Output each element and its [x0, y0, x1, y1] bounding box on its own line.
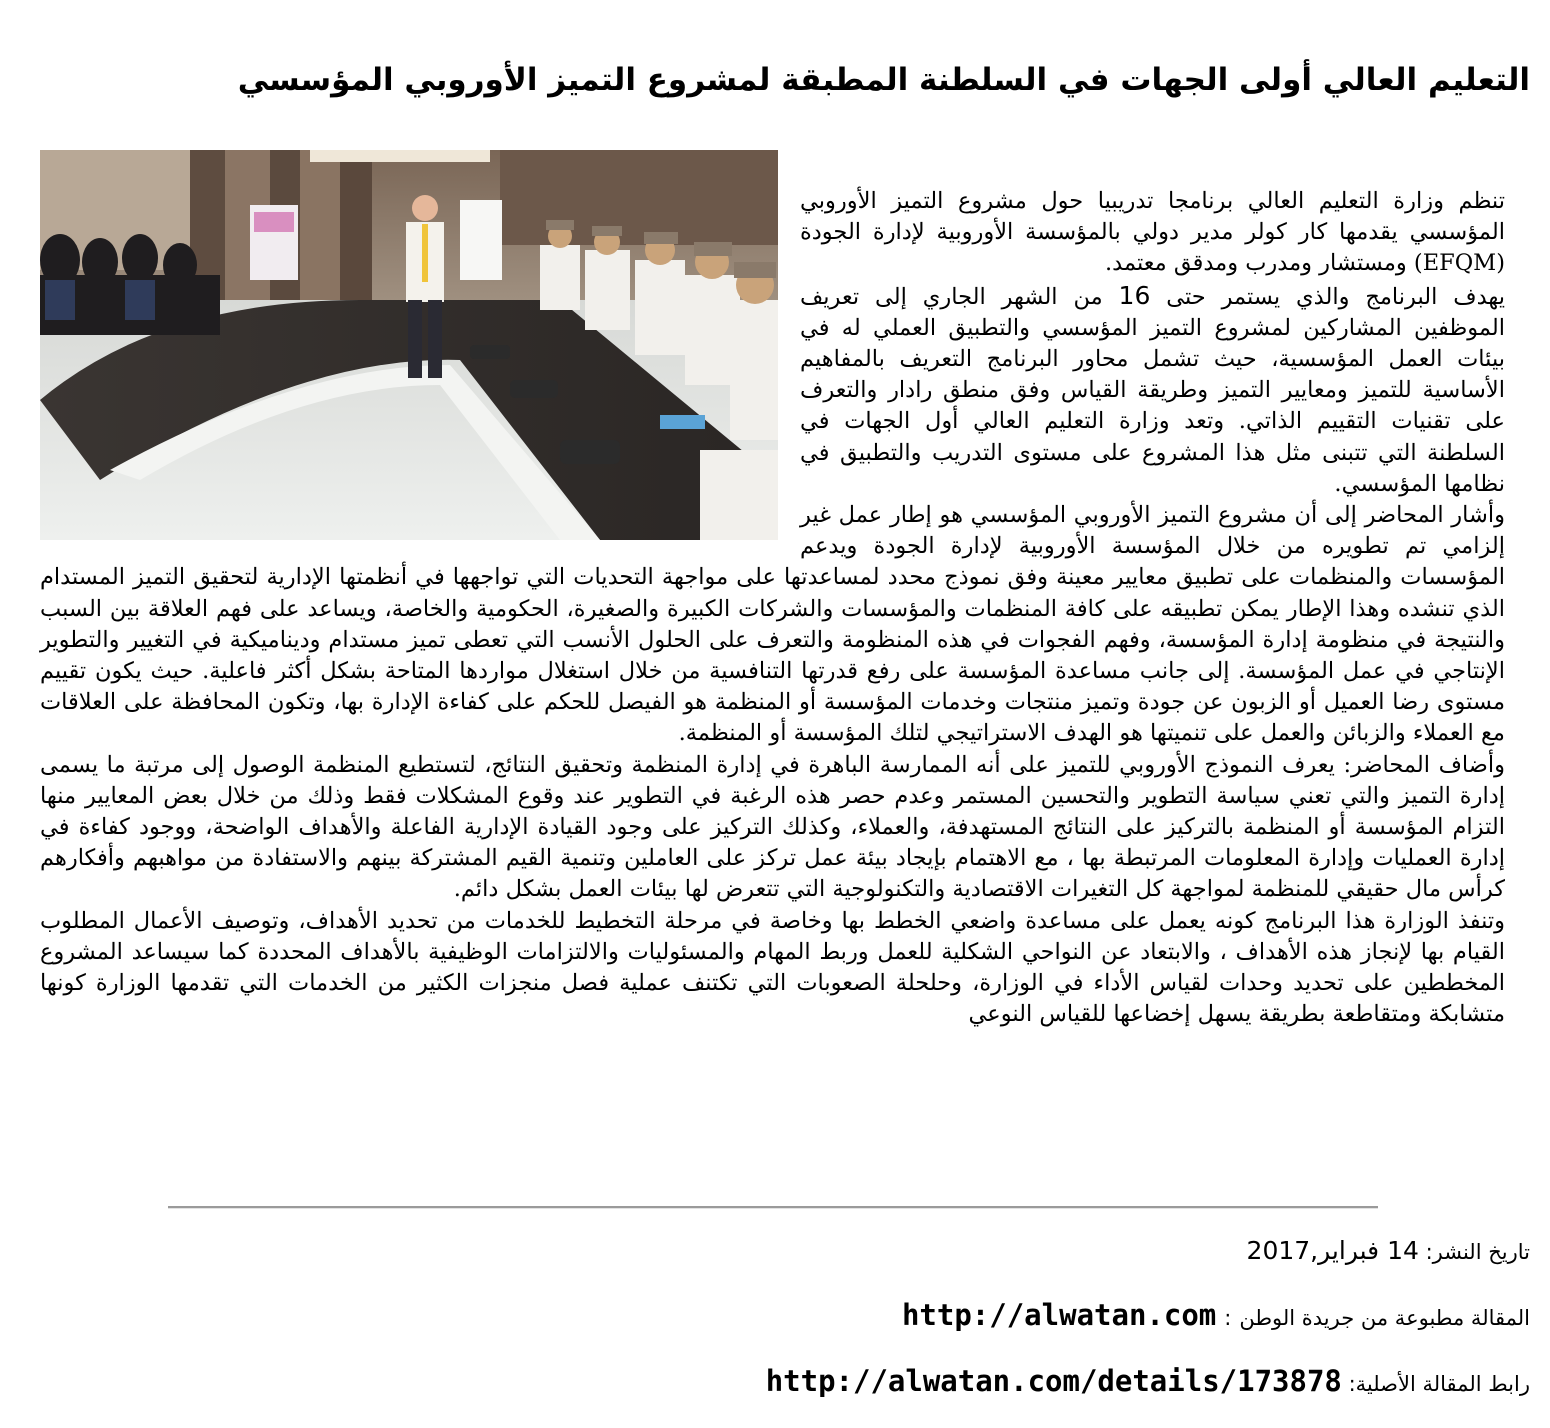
- source-link[interactable]: http://alwatan.com: [901, 1298, 1217, 1332]
- original-link-label: رابط المقالة الأصلية:: [1348, 1372, 1530, 1396]
- article-title: التعليم العالي أولى الجهات في السلطنة المطبقة لمشروع التميز الأوروبي المؤسسي: [237, 62, 1530, 98]
- paragraph-2-number: 16: [1118, 280, 1151, 310]
- article-body: [40, 150, 1505, 1030]
- paragraph-2-start: يهدف البرنامج والذي يستمر حتى: [1166, 283, 1506, 310]
- publish-date-label: تاريخ النشر:: [1425, 1240, 1530, 1264]
- publish-date-value: 14 فبراير,2017: [1246, 1236, 1419, 1265]
- original-article-link[interactable]: http://alwatan.com/details/173878: [765, 1364, 1342, 1398]
- article-paragraph-3: وأشار المحاضر إلى أن مشروع التميز الأوروبي المؤسسي هو إطار عمل غير إلزامي تم تطويره من خلال المؤسسة الأوروبية لإدارة الجودة ويدعم المؤسسات والمنظمات على تطبيق معايير معينة وفق نموذج محدد لمساعدتها على مواجهة التحديات التي تواجهها في أنظمتها الإدارية لتحقيق التميز المستدام الذي تنشده وهذا الإطار يمكن تطبيقه على كافة المنظمات والمؤسسات والشركات الكبيرة والصغيرة، الحكومية والخاصة، ويساعد على فهم العلاقة بين السبب والنتيجة في منظومة إدارة المؤسسة، وفهم الفجوات في هذه المنظومة والتعرف على الحلول الأنسب التي تعطى تميز مستدام وديناميكية في التغيير والتطوير الإنتاجي في عمل المؤسسة. إلى جانب مساعدة المؤسسة على رفع قدرتها التنافسية من خلال استغلال مواردها المتاحة بشكل أكثر فاعلية. حيث يكون تقييم مستوى رضا العميل أو الزبون عن جودة وتميز منتجات وخدمات المؤسسة أو المنظمة هو الفيصل للحكم على كفاءة الإدارة بها، وتكون المحافظة على العلاقات مع العملاء والزبائن والعمل على تنميتها هو الهدف الاستراتيجي لتلك المؤسسة أو المنظمة.: [40, 502, 1505, 747]
- original-link-line: [766, 1364, 1530, 1398]
- article-photo: [40, 150, 778, 540]
- paragraph-2-end: من الشهر الجاري إلى تعريف الموظفين المشاركين لمشروع التميز المؤسسي والتطبيق العملي له في بيئات العمل المؤسسية، حيث تشمل محاور البرنامج التعريف بالمفاهيم الأساسية للتميز ومعايير التميز وطريقة القياس وفق منطق رادار والتعرف على تقنيات التقييم الذاتي. وتعد وزارة التعليم العالي أول الجهات في السلطنة التي تتبنى مثل هذا المشروع على مستوى التدريب والتطبيق في نظامها المؤسسي.: [800, 283, 1505, 497]
- article-paragraph-4: وأضاف المحاضر: يعرف النموذج الأوروبي للتميز على أنه الممارسة الباهرة في إدارة المنظمة وتحقيق النتائج، لتستطيع المنظمة الوصول إلى مرتبة ما يسمى إدارة التميز والتي تعني سياسة التطوير والتحسين المستمر وعدم حصر هذه الرغبة في التطوير عند وقوع المشكلات فقط وذلك من خلال بعض المعايير منها التزام المؤسسة أو المنظمة بالتركيز على النتائج المستهدفة، والعملاء، وكذلك التركيز على وجود القيادة الإدارية الفاعلة والأهداف الواضحة، ووجود كفاءة في إدارة العمليات وإدارة المعلومات المرتبطة بها ، مع الاهتمام بإيجاد بيئة عمل تركز على العاملين وتنمية القيم المشتركة بينهم والاستفادة من مواهبهم وأفكارهم كرأس مال حقيقي للمنظمة لمواجهة كل التغيرات الاقتصادية والتكنولوجية التي تتعرض لها بيئات العمل بشكل دائم.: [40, 751, 1505, 903]
- training-room-photo: [40, 150, 778, 540]
- article-paragraph-1: تنظم وزارة التعليم العالي برنامجا تدريبيا حول مشروع التميز الأوروبي المؤسسي يقدمها كار كولر مدير دولي بالمؤسسة الأوروبية لإدارة الجودة (EFQM) ومستشار ومدرب ومدقق معتمد.: [800, 188, 1505, 277]
- source-line: [902, 1298, 1530, 1332]
- source-label: المقالة مطبوعة من جريدة الوطن: [1239, 1306, 1530, 1330]
- publish-date-line: [1247, 1236, 1530, 1265]
- footer-divider: [168, 1206, 1378, 1209]
- article-paragraph-5: وتنفذ الوزارة هذا البرنامج كونه يعمل على مساعدة واضعي الخطط بها وخاصة في مرحلة التخطيط للخدمات من تحديد الأهداف، وتوصيف الأعمال المطلوب القيام بها لإنجاز هذه الأهداف ، والابتعاد عن النواحي الشكلية للعمل وربط المهام والمسئوليات والالتزامات الوظيفية بالأهداف المحددة كما سيساعد المشروع المخططين على تحديد وحدات لقياس الأداء في الوزارة، وحلحلة الصعوبات التي تكتنف عملية فصل منجزات الكثير من الخدمات التي تقدمها الوزارة كونها متشابكة ومتقاطعة بطريقة يسهل إخضاعها للقياس النوعي: [40, 907, 1505, 1028]
- source-separator: :: [1224, 1306, 1232, 1330]
